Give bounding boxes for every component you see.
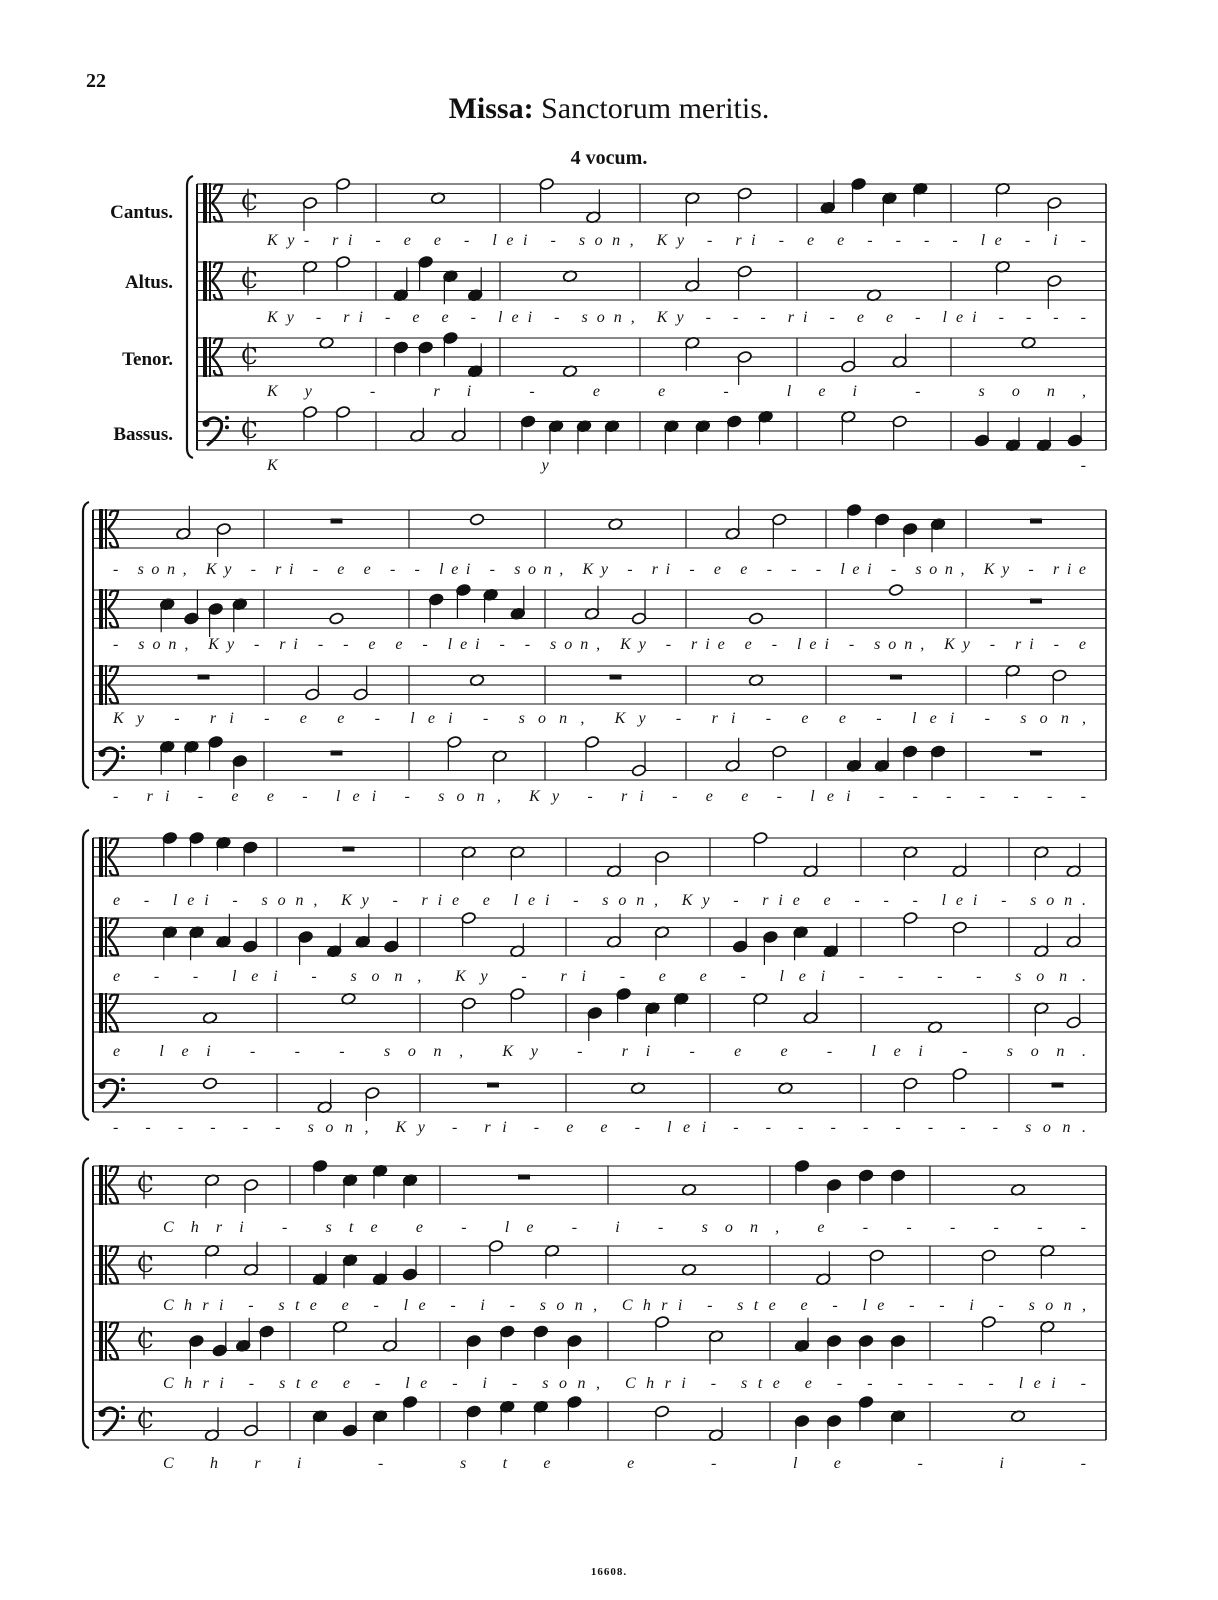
note-head [466,1334,481,1347]
f-clef-icon [121,1406,125,1410]
c-clef-icon [105,1165,107,1205]
note-head [869,1249,884,1262]
note-head [616,987,631,1000]
note-head [1047,274,1062,287]
note-head [930,745,945,758]
note-head [461,997,476,1010]
note-head [393,341,408,354]
note-head [302,196,317,209]
note-head [365,1086,380,1099]
note-head [654,1405,669,1418]
note-head [202,1077,217,1090]
c-clef-icon [105,917,107,957]
lyrics-system-4-voice-1: Chri - ste e - le - i - son, e - - - - - - [163,1219,1087,1236]
note-head [763,930,778,943]
rest-icon [331,519,343,524]
note-head [631,612,646,625]
cut-time-icon: C [241,269,258,294]
lyrics-system-2-voice-1: - son, Ky - ri - e e - - lei - son, Ky - ri - e e - - - lei - son, Ky - rie [113,561,1086,578]
f-clef-icon [225,425,229,429]
note-head [654,850,669,863]
note-head [727,415,742,428]
note-head [243,1424,258,1437]
note-head [733,940,748,953]
note-head [794,1159,809,1172]
c-clef-icon [99,1321,103,1361]
lyrics-system-2-voice-2: - son, Ky - ri - - e e - lei - - son, Ky - rie e - lei - son, Ky - ri - e [113,636,1086,653]
c-clef-icon [99,993,103,1033]
c-clef-icon [105,837,107,877]
note-head [981,1315,996,1328]
note-head [189,831,204,844]
note-head [1067,434,1082,447]
note-head [890,1334,905,1347]
cut-time-icon: C [137,1409,154,1434]
note-head [298,930,313,943]
lyrics-system-1-voice-4: Ky - [267,457,1086,474]
lyrics-system-2-voice-3: Ky - ri - e e - lei - son, Ky - ri - e e - lei - son, [113,710,1086,727]
rest-icon [1030,751,1042,756]
rest-icon [610,675,622,680]
note-head [952,1067,967,1080]
c-clef-icon [209,261,211,301]
c-clef-icon [209,337,211,377]
note-head [353,688,368,701]
voice-label-tenor: Tenor. [122,349,173,370]
lyrics-system-4-voice-3: Chri - ste e - le - i - son, Chri - ste e - - - - - - lei - [163,1375,1087,1392]
note-head [903,911,918,924]
rest-icon [890,675,902,680]
f-clef-icon [121,755,125,759]
note-head [335,177,350,190]
note-head [892,415,907,428]
system-3-bracket [83,830,89,1120]
note-head [888,583,903,596]
note-head [232,754,247,767]
note-head [539,177,554,190]
c-clef-icon [105,665,107,705]
note-head [841,360,856,373]
f-clef-icon [225,416,229,420]
c-clef-icon [99,589,103,629]
note-head [443,331,458,344]
rest-icon [198,675,210,680]
page-number: 22 [86,70,106,92]
note-head [243,1178,258,1191]
cut-time-icon: C [241,345,258,370]
note-head [846,503,861,516]
rest-icon [1030,519,1042,524]
voice-label-altus: Altus. [124,272,173,293]
page-subtitle: 4 vocum. [570,147,648,169]
f-clef-icon [99,1410,106,1417]
lyrics-system-3-voice-3: e lei - - - son, Ky - ri - e e - lei - son. [113,1043,1086,1060]
note-head [772,513,787,526]
lyrics-system-2-voice-4: - ri - e e - lei - son, Ky - ri - e e - lei - - - - - - - [113,788,1087,805]
note-head [429,593,444,606]
note-head [737,350,752,363]
c-clef-icon [99,665,103,705]
note-head [402,1395,417,1408]
note-head [342,1424,357,1437]
lyrics-system-3-voice-1: e - lei - son, Ky - rie e lei - son, Ky - rie e - - - lei - son. [113,892,1086,909]
note-head [500,1325,515,1338]
plate-number: 16608. [590,1566,628,1578]
c-clef-icon [105,509,107,549]
note-head [737,187,752,200]
note-head [981,1249,996,1262]
c-clef-icon [209,183,211,223]
rest-icon [1030,599,1042,604]
system-4-bracket [83,1158,89,1448]
c-clef-icon [99,1245,103,1285]
note-head [874,513,889,526]
note-head [1052,669,1067,682]
note-head [902,522,917,535]
note-head [469,513,484,526]
voice-label-bassus: Bassus. [113,424,173,445]
note-head [826,1178,841,1191]
note-head [533,1325,548,1338]
note-head [794,1414,809,1427]
c-clef-icon [105,589,107,629]
c-clef-icon [99,1165,103,1205]
note-head [1066,1016,1081,1029]
note-head [447,735,462,748]
note-head [184,612,199,625]
note-head [903,1077,918,1090]
note-head [654,1315,669,1328]
note-head [631,764,646,777]
note-head [162,831,177,844]
f-clef-icon [99,1082,106,1089]
c-clef-icon [203,183,207,223]
cut-time-icon: C [137,1329,154,1354]
f-clef-icon [121,1087,125,1091]
note-head [208,602,223,615]
note-head [402,1268,417,1281]
note-head [456,583,471,596]
note-head [312,1159,327,1172]
note-head [243,841,258,854]
note-head [461,911,476,924]
note-head [772,745,787,758]
note-head [488,1239,503,1252]
note-head [466,1405,481,1418]
note-head [567,1395,582,1408]
rest-icon [518,1175,530,1180]
c-clef-icon [99,509,103,549]
note-head [305,688,320,701]
note-head [902,745,917,758]
lyrics-system-3-voice-2: e - - lei - son, Ky - ri - e e - lei - - - - son. [113,968,1087,985]
lyrics-system-1-voice-1: Ky- ri - e e - lei - son, Ky - ri - e e - - - - le - i - [267,232,1086,249]
note-head [335,255,350,268]
c-clef-icon [203,337,207,377]
system-2-bracket [83,502,89,788]
system-1-bracket [187,176,193,458]
note-head [510,987,525,1000]
lyrics-system-4-voice-2: Chri - ste e - le - i - son, Chri - ste e - le - - i - son, [163,1297,1086,1314]
note-head [335,405,350,418]
lyrics-system-3-voice-4: - - - - - - son, Ky - ri - e e - lei - - - - - - - - - son. [113,1119,1086,1136]
rest-icon [343,847,355,852]
note-head [974,434,989,447]
note-head [520,415,535,428]
cut-time-icon: C [241,419,258,444]
note-head [216,522,231,535]
rest-icon [1052,1083,1064,1088]
rest-icon [331,751,343,756]
c-clef-icon [105,993,107,1033]
note-head [384,940,399,953]
c-clef-icon [99,917,103,957]
note-head [858,1169,873,1182]
note-head [748,612,763,625]
note-head [858,1334,873,1347]
cut-time-icon: C [241,191,258,216]
note-head [418,255,433,268]
f-clef-icon [99,750,106,757]
voice-label-cantus: Cantus. [110,202,173,223]
note-head [952,921,967,934]
lyrics-system-1-voice-2: Ky - ri - e e - lei - son, Ky - - - ri - e e - lei - - - - [267,309,1087,326]
note-head [567,1334,582,1347]
note-head [851,177,866,190]
note-head [826,1334,841,1347]
c-clef-icon [99,837,103,877]
note-head [584,735,599,748]
note-head [189,1334,204,1347]
note-head [737,265,752,278]
note-head [587,1006,602,1019]
note-head [1047,196,1062,209]
rest-icon [487,1083,499,1088]
f-clef-icon [121,746,125,750]
note-head [302,405,317,418]
note-head [329,612,344,625]
c-clef-icon [105,1245,107,1285]
note-head [753,831,768,844]
note-head [212,1344,227,1357]
f-clef-icon [203,420,210,427]
cut-time-icon: C [137,1173,154,1198]
f-clef-icon [121,1078,125,1082]
note-head [890,1169,905,1182]
c-clef-icon [105,1321,107,1361]
note-head [208,735,223,748]
lyrics-system-4-voice-4: Chri - ste e - le - i - [163,1455,1086,1472]
note-head [826,1414,841,1427]
title-rest: Sanctorum meritis. [541,92,770,125]
note-head [243,940,258,953]
c-clef-icon [203,261,207,301]
f-clef-icon [121,1415,125,1419]
note-head [418,341,433,354]
title-main: Missa: [448,92,534,125]
note-head [259,1325,274,1338]
cut-time-icon: C [137,1253,154,1278]
note-head [858,1395,873,1408]
lyrics-system-1-voice-3: Ky - ri - e e - lei - son, [267,383,1087,400]
